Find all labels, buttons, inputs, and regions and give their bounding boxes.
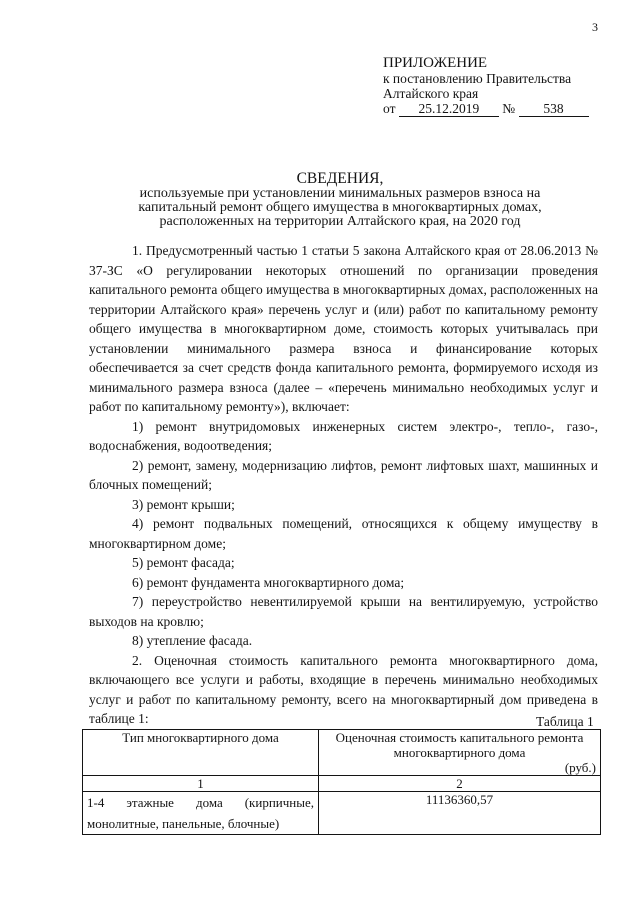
appendix-date-line xyxy=(383,101,623,117)
index-col-1: 1 xyxy=(83,776,319,792)
row-house-type: 1-4 этажные дома (кирпичные, монолитные, панельные, блочные) xyxy=(83,792,319,835)
table-header-row xyxy=(83,730,601,776)
paragraph-1: 1. Предусмотренный частью 1 статьи 5 закона Алтайского края от 28.06.2013 № 37-ЗС «О регулировании некоторых отношений по организации проведения капитального ремонта общего имущества в многоквартирных домах, расположенных на территории Алтайского края» перечень услуг и (или) работ по капитальному ремонту общего имущества в многоквартирном доме, стоимость которых учитывалась при установлении минимального размера взноса и финансирование которых обеспечивается за счет средств фонда капитального ремонта, формируемого исходя из минимального размера взноса (далее – «перечень минимально необходимых услуг и работ по капитальному ремонту»), включает: xyxy=(89,243,598,414)
list-item-8: 8) утепление фасада. xyxy=(132,633,253,648)
title-line: расположенных на территории Алтайского края, на 2020 год xyxy=(159,214,521,229)
decree-date: 25.12.2019 xyxy=(399,101,499,117)
date-prefix: от xyxy=(383,101,396,116)
appendix-heading: ПРИЛОЖЕНИЕ xyxy=(383,55,488,71)
list-item-5: 5) ремонт фасада; xyxy=(132,555,235,570)
page-number: 3 xyxy=(592,20,598,34)
header-type: Тип многоквартирного дома xyxy=(83,730,319,776)
title-line: используемые при установлении минимальных размеров взноса на xyxy=(139,186,541,201)
table-row xyxy=(83,792,601,835)
title-heading: СВЕДЕНИЯ, xyxy=(296,170,384,187)
appendix-line-1: к постановлению Правительства xyxy=(383,71,572,86)
header-cost xyxy=(319,730,601,776)
table-label: Таблица 1 xyxy=(536,714,594,729)
list-item-2: 2) ремонт, замену, модернизацию лифтов, ремонт лифтовых шахт, машинных и блочных помещений; xyxy=(89,457,598,492)
row-cost: 11136360,57 xyxy=(319,792,601,835)
number-prefix: № xyxy=(502,101,516,116)
cost-table xyxy=(82,729,601,835)
header-cost-label: Оценочная стоимость капитального ремонта многоквартирного дома xyxy=(335,730,584,760)
header-unit: (руб.) xyxy=(564,760,596,775)
appendix-line-2: Алтайского края xyxy=(383,86,479,101)
list-item-1: 1) ремонт внутридомовых инженерных систем электро-, тепло-, газо-, водоснабжения, водоотведения; xyxy=(89,418,598,453)
list-item-4: 4) ремонт подвальных помещений, относящихся к общему имуществу в многоквартирном доме; xyxy=(89,516,598,551)
title-line: капитальный ремонт общего имущества в многоквартирных домах, xyxy=(138,200,542,215)
document-body xyxy=(89,241,598,729)
paragraph-2: 2. Оценочная стоимость капитального ремонта многоквартирного дома, включающего все услуги и работы, входящие в перечень минимально необходимых услуг и работ по капитальному ремонту, всего на многоквартирный дом приведена в таблице 1: xyxy=(89,652,598,726)
document-title xyxy=(80,170,600,229)
appendix-block xyxy=(383,56,623,117)
table-index-row xyxy=(83,776,601,792)
list-item-3: 3) ремонт крыши; xyxy=(132,496,235,512)
list-item-7: 7) переустройство невентилируемой крыши на вентилируемую, устройство выходов на кровлю; xyxy=(89,594,598,629)
list-item-6: 6) ремонт фундамента многоквартирного дома; xyxy=(132,574,405,590)
index-col-2: 2 xyxy=(319,776,601,792)
decree-number: 538 xyxy=(519,101,589,117)
